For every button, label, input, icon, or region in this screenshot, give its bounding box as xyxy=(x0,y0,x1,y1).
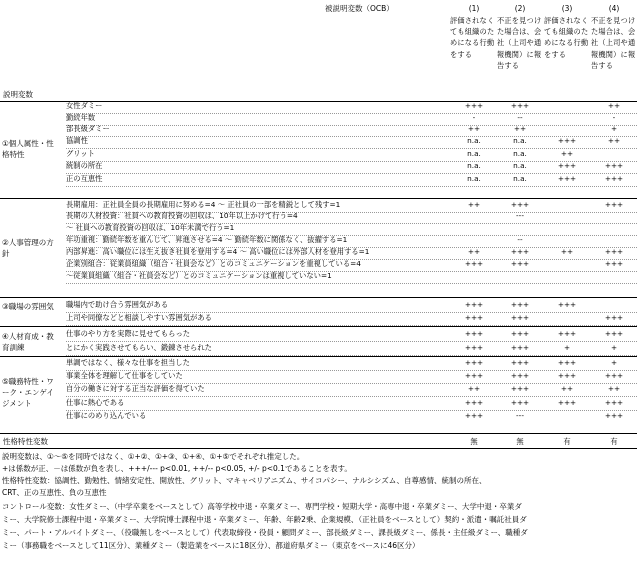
row-cell xyxy=(547,200,587,211)
row-cell: +++ xyxy=(510,358,530,367)
category-label: ⑤職務特性・ワーク・エンゲイジメント xyxy=(2,377,54,408)
note-line: ミー（事務職をベースとして11区分）、業種ダミー（製造業をベースに18区分）、都道府県ダミー（東京をベースに46区分） xyxy=(2,541,420,550)
row-cell: +++ xyxy=(464,371,484,380)
row-cell: +++ xyxy=(510,313,530,322)
row-label: 仕事に熱心である xyxy=(66,398,125,407)
row-cell: +++ xyxy=(464,358,484,367)
row-cell: +++ xyxy=(557,136,577,145)
row-cell xyxy=(547,101,587,112)
row-cell xyxy=(547,235,587,246)
column-description: 評価されなくても組織のためになる行動をする xyxy=(544,16,589,59)
row-cell: ++ xyxy=(467,124,481,133)
row-label: とにかく実践させてもらい、鍛錬させられた xyxy=(66,343,212,352)
row-cell: +++ xyxy=(464,259,484,268)
row-cell xyxy=(547,113,587,124)
row-cell xyxy=(500,223,540,234)
row-label: 内部昇進：高い職位には生え抜き社員を登用する=4 〜 高い職位には外部人材を登用する=1 xyxy=(66,247,370,256)
row-cell xyxy=(500,271,540,282)
row-cell: + xyxy=(563,343,571,352)
note-line: ミー、大学院修士課程中退・卒業ダミー、大学院博士課程中退・卒業ダミー、年齢、年齢2乗、企業規模、（正社員をベースとして）契約・派遣・嘱託社員ダ xyxy=(2,515,527,524)
row-label: 〜 社員への教育投資の回収は、10年未満で行う=1 xyxy=(66,223,235,232)
row-cell: -- xyxy=(517,113,523,122)
row-cell: ++ xyxy=(467,247,481,256)
row-cell: --- xyxy=(516,211,524,220)
row-cell: +++ xyxy=(510,343,530,352)
row-label: 仕事のやり方を実際に見せてもらった xyxy=(66,329,191,338)
row-cell: +++ xyxy=(510,259,530,268)
personality-cell: 有 xyxy=(563,437,571,446)
row-cell xyxy=(547,313,587,324)
row-cell: n.a. xyxy=(467,161,481,170)
category-label: ④人材育成・教育訓練 xyxy=(2,332,54,352)
row-cell: +++ xyxy=(510,101,530,110)
row-cell: +++ xyxy=(464,101,484,110)
section-divider xyxy=(0,198,637,199)
row-cell: n.a. xyxy=(467,136,481,145)
column-description: 評価されなくても組織のためになる行動をする xyxy=(450,16,495,59)
row-label: 正の互恵性 xyxy=(66,174,103,183)
row-cell xyxy=(594,271,634,282)
row-cell xyxy=(547,211,587,222)
row-cell: +++ xyxy=(510,247,530,256)
row-cell: n.a. xyxy=(513,174,527,183)
row-cell: +++ xyxy=(464,313,484,322)
row-label: 部長級ダミー xyxy=(66,124,110,133)
column-description: 不正を見つけた場合は、会社（上司や通報機関）に報告する xyxy=(497,16,542,70)
row-cell xyxy=(594,149,634,160)
row-cell xyxy=(454,223,494,234)
personality-cell: 有 xyxy=(610,437,618,446)
row-cell xyxy=(594,300,634,311)
row-cell: +++ xyxy=(510,398,530,407)
row-label: 女性ダミー xyxy=(66,101,103,110)
row-cell: +++ xyxy=(604,161,624,170)
row-cell: n.a. xyxy=(513,149,527,158)
personality-row-label: 性格特性変数 xyxy=(3,437,48,446)
row-label: 統制の所在 xyxy=(66,161,103,170)
row-cell: - xyxy=(472,113,476,122)
column-number: (1) xyxy=(468,4,480,13)
row-cell: + xyxy=(610,124,618,133)
row-cell: ++ xyxy=(467,384,481,393)
row-cell: +++ xyxy=(557,358,577,367)
row-cell xyxy=(547,271,587,282)
row-cell: ++ xyxy=(560,247,574,256)
row-label: 長期の人材投資：社員への教育投資の回収は、10年以上かけて行う=4 xyxy=(66,211,298,220)
row-cell: ++ xyxy=(560,149,574,158)
dependent-variable-label: 被説明変数（OCB） xyxy=(325,4,394,13)
row-cell: +++ xyxy=(464,411,484,420)
row-label: 勤続年数 xyxy=(66,113,96,122)
row-label: 単調ではなく、様々な仕事を担当した xyxy=(66,358,190,367)
section-divider xyxy=(0,297,637,298)
row-cell: +++ xyxy=(604,371,624,380)
row-label: 職場内で助け合う雰囲気がある xyxy=(66,300,169,309)
row-cell: +++ xyxy=(464,398,484,407)
row-label: グリット xyxy=(66,149,95,158)
row-cell: ++ xyxy=(560,384,574,393)
row-cell: ++ xyxy=(513,124,527,133)
row-cell xyxy=(594,211,634,222)
column-description: 不正を見つけた場合は、会社（上司や通報機関）に報告する xyxy=(591,16,636,70)
row-cell: ++ xyxy=(467,200,481,209)
row-cell: - xyxy=(612,113,616,122)
row-cell: +++ xyxy=(604,200,624,209)
row-separator xyxy=(66,186,637,187)
row-cell: +++ xyxy=(510,300,530,309)
row-cell xyxy=(547,259,587,270)
row-cell: +++ xyxy=(464,329,484,338)
section-divider xyxy=(0,433,637,434)
row-label: 協調性 xyxy=(66,136,88,145)
row-label: 事業全体を理解して仕事をしていた xyxy=(66,371,183,380)
category-label: ②人事管理の方針 xyxy=(2,238,54,258)
row-cell: + xyxy=(610,358,618,367)
row-cell xyxy=(454,235,494,246)
column-number: (4) xyxy=(608,4,620,13)
row-label: 仕事にのめり込んでいる xyxy=(66,411,147,420)
row-cell: +++ xyxy=(557,174,577,183)
row-separator xyxy=(66,325,637,326)
note-line: 説明変数は、①〜⑤を同時ではなく、①+②、①+③、①+④、①+⑤でそれぞれ推定した。 xyxy=(2,452,305,461)
row-cell: +++ xyxy=(510,371,530,380)
row-cell: +++ xyxy=(604,174,624,183)
row-cell: +++ xyxy=(557,161,577,170)
row-cell: +++ xyxy=(557,398,577,407)
row-cell xyxy=(594,223,634,234)
row-cell xyxy=(454,271,494,282)
row-cell: + xyxy=(610,343,618,352)
section-divider xyxy=(0,326,637,327)
row-cell xyxy=(547,411,587,422)
row-separator xyxy=(66,341,637,342)
row-separator xyxy=(66,355,637,356)
row-cell: +++ xyxy=(604,313,624,322)
row-cell: ++ xyxy=(607,101,621,110)
row-label: 企業別組合：従業員組織（組合・社員会など）とのコミュニケーションを重視している=4 xyxy=(66,259,361,268)
row-cell: +++ xyxy=(464,343,484,352)
row-cell: +++ xyxy=(604,247,624,256)
row-cell xyxy=(547,223,587,234)
row-cell: +++ xyxy=(557,371,577,380)
row-label: 〜従業員組織（組合・社員会など）とのコミュニケーションは重視していない=1 xyxy=(66,271,332,280)
row-cell xyxy=(594,235,634,246)
row-cell: +++ xyxy=(604,259,624,268)
row-cell: n.a. xyxy=(467,174,481,183)
table-bottom-rule xyxy=(0,448,637,449)
row-cell: +++ xyxy=(557,300,577,309)
personality-cell: 無 xyxy=(516,437,524,446)
row-cell: +++ xyxy=(510,329,530,338)
personality-cell: 無 xyxy=(470,437,478,446)
row-cell: --- xyxy=(516,411,524,420)
row-cell xyxy=(454,211,494,222)
category-label: ③職場の雰囲気 xyxy=(2,302,54,311)
note-line: +は係数が正、－は係数が負を表し、+++/--- p<0.01, ++/-- p<0.05, +/- p<0.1であることを表す。 xyxy=(2,464,352,473)
note-line: 性格特性変数：協調性、勤勉性、情緒安定性、開放性、グリット、マキャベリアニズム、サイコパシー、ナルシシズム、自尊感情、統制の所在、 xyxy=(2,476,487,485)
row-cell xyxy=(547,124,587,135)
row-cell: +++ xyxy=(464,300,484,309)
row-cell: +++ xyxy=(557,329,577,338)
row-label: 上司や同僚などと相談しやすい雰囲気がある xyxy=(66,313,212,322)
category-label: ①個人属性・性格特性 xyxy=(2,139,54,159)
section-divider xyxy=(0,356,637,357)
note-line: ミー、パート・アルバイトダミー、（役職無しをベースとして）代表取締役・役員・顧問ダミー、部長級ダミー、課長級ダミー、係長・主任級ダミー、職種ダ xyxy=(2,528,528,537)
column-number: (3) xyxy=(561,4,573,13)
row-label: 長期雇用：正社員全員の長期雇用に努める=4 〜 正社員の一部を精鋭として残す=1 xyxy=(66,200,341,209)
note-line: コントロール変数：女性ダミー、（中学卒業をベースとして）高等学校中退・卒業ダミー、専門学校・短期大学・高専中退・卒業ダミー、大学中退・卒業ダ xyxy=(2,502,522,511)
row-cell: ++ xyxy=(607,384,621,393)
row-cell: +++ xyxy=(604,398,624,407)
row-label: 年功重視：勤続年数を重んじて、昇進させる=4 〜 勤続年数に関係なく、抜擢する=1 xyxy=(66,235,348,244)
explanatory-variables-label: 説明変数 xyxy=(3,90,33,99)
row-cell: n.a. xyxy=(513,161,527,170)
row-separator xyxy=(66,396,637,397)
row-cell: ++ xyxy=(607,136,621,145)
row-cell: n.a. xyxy=(467,149,481,158)
row-separator xyxy=(66,283,637,284)
row-cell: -- xyxy=(517,235,523,244)
note-line: CRT、正の互恵性、負の互恵性 xyxy=(2,488,107,497)
row-label: 自分の働きに対する正当な評価を得ていた xyxy=(66,384,205,393)
row-cell: +++ xyxy=(510,200,530,209)
row-cell: n.a. xyxy=(513,136,527,145)
column-number: (2) xyxy=(514,4,526,13)
row-cell: +++ xyxy=(604,329,624,338)
row-cell: +++ xyxy=(604,411,624,420)
row-cell: +++ xyxy=(510,384,530,393)
